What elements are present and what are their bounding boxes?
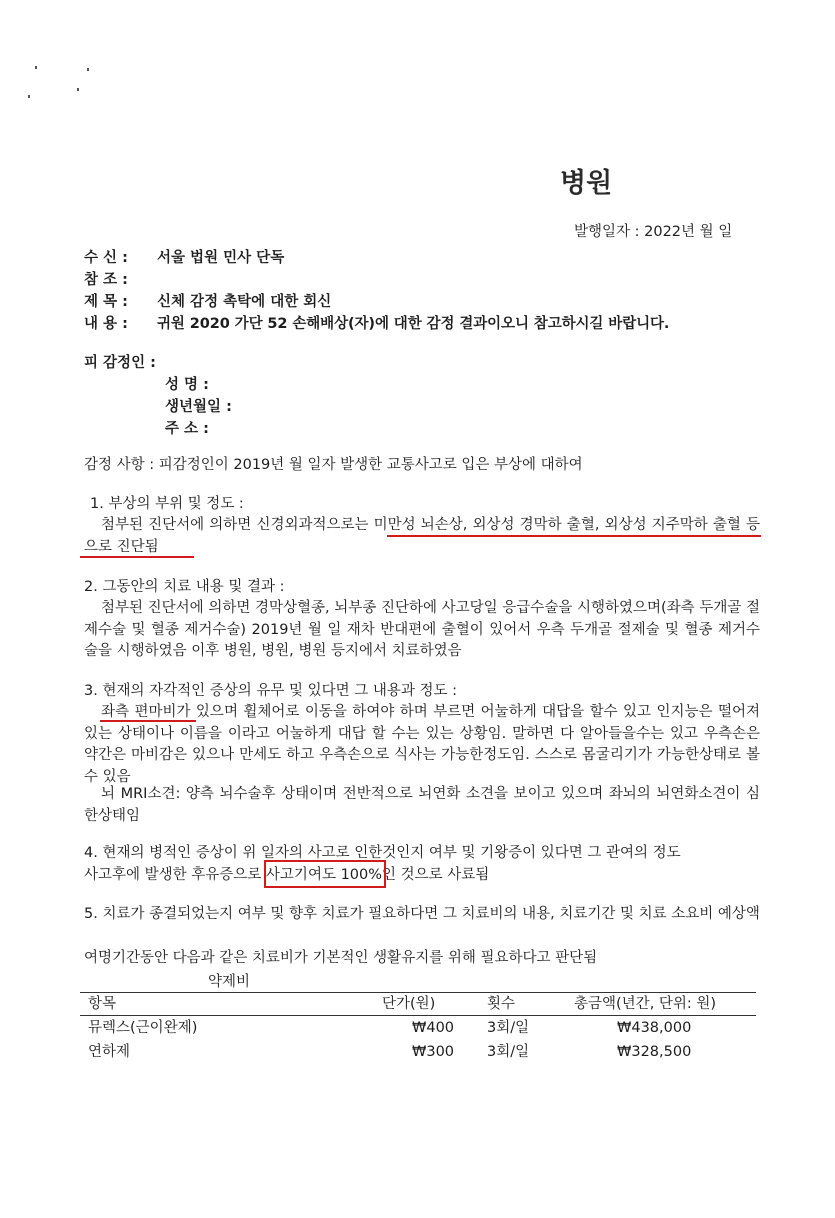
- contribution-highlight: 사고기여도 100%: [265, 867, 383, 883]
- table-cell-item: 연하제: [88, 1044, 131, 1060]
- section-5-body: 여명기간동안 다음과 같은 치료비가 기본적인 생활유지를 위해 필요하다고 판단됨: [84, 950, 598, 966]
- to-value: 서울 법원 민사 단독: [157, 250, 285, 266]
- assessment-line: 감정 사항 : 피감정인이 2019년 월 일자 발생한 교통사고로 입은 부상에 대하여: [84, 457, 583, 473]
- section-2-body: 첨부된 진단서에 의하면 경막상혈종, 뇌부종 진단하에 사고당일 응급수술을 시행하였으며(좌측 두개골 절제수술 및 혈종 제거수술) 2019년 월 일 재차 반대편에 출혈이 있어서 우측 두개골 절제술 및 혈종 제거수술을 시행하였음 이후 병원, 병원, 병원 등지에서 치료하였음: [84, 600, 760, 659]
- table-cell-total: ₩328,500: [617, 1044, 692, 1060]
- table-cell-count: 3회/일: [487, 1020, 530, 1036]
- scan-speck: [77, 88, 79, 91]
- section-4-body-text: 사고후에 발생한 후유증으로: [84, 867, 266, 883]
- section-4-title: 4. 현재의 병적인 증상이 위 일자의 사고로 인한것인지 여부 및 기왕증이 있다면 그 관여의 정도: [84, 845, 681, 861]
- ref-label: 참 조 :: [84, 272, 128, 288]
- examinee-heading: 피 감정인 :: [84, 355, 156, 371]
- content-label: 내 용 :: [84, 316, 128, 332]
- section-3-mri: 뇌 MRI소견: 양측 뇌수술후 상태이며 전반적으로 뇌연화 소견을 보이고 있으며 좌뇌의 뇌연화소견이 심한상태임: [84, 786, 760, 824]
- section-5-title: 5. 치료가 종결되었는지 여부 및 향후 치료가 필요하다면 그 치료비의 내용, 치료기간 및 치료 소요비 예상액: [84, 906, 760, 922]
- drug-cost-label: 약제비: [208, 974, 251, 990]
- examinee-birth-label: 생년월일 :: [165, 399, 232, 415]
- table-cell-total: ₩438,000: [617, 1020, 692, 1036]
- table-header-price: 단가(원): [382, 996, 436, 1012]
- scan-speck: [28, 95, 30, 98]
- table-header-count: 횟수: [487, 996, 516, 1012]
- issue-date: 발행일자 : 2022년 월 일: [574, 224, 733, 240]
- section-1-title: 1. 부상의 부위 및 정도 :: [90, 496, 244, 512]
- annotation-underline: [100, 720, 196, 722]
- table-header-rule: [80, 1015, 756, 1016]
- table-header-item: 항목: [88, 996, 117, 1012]
- section-3-title: 3. 현재의 자각적인 증상의 유무 및 있다면 그 내용과 정도 :: [84, 683, 457, 699]
- table-header-total: 총금액(년간, 단위: 원): [574, 996, 717, 1012]
- table-cell-count: 3회/일: [487, 1044, 530, 1060]
- section-3-body: [84, 702, 760, 788]
- table-cell-price: ₩300: [412, 1044, 455, 1060]
- subject-label: 제 목 :: [84, 294, 128, 310]
- hospital-title: 병원: [560, 168, 613, 199]
- diagnosis-highlight: 미만성 뇌손상, 외상성 경막하 출혈, 외상성 지주막하 출혈 등으로 진단됨: [84, 517, 760, 555]
- scan-speck: [35, 66, 37, 69]
- examinee-address-label: 주 소 :: [165, 421, 209, 437]
- section-2-title: 2. 그동안의 치료 내용 및 결과 :: [84, 579, 285, 595]
- annotation-underline: [80, 556, 194, 558]
- annotation-box: [264, 860, 386, 888]
- section-3-body-text: 가 있으며 휠체어로 이동을 하여야 하며 부르면 어눌하게 대답을 할수 있고 인지능은 떨어져 있는 상태이나 이름을 이라고 어눌하게 대답 할 수는 있는 상황임. 말하면 다 알아들을수는 있고 우측손은 약간은 마비감은 있으나 만세도 하고 우측손으로 식사는 가능한정도임. 스스로 몸굴리기가 가능한상태로 볼수 있음: [84, 704, 760, 785]
- annotation-underline: [387, 535, 761, 537]
- examinee-name-label: 성 명 :: [165, 377, 209, 393]
- section-1-body-text: 첨부된 진단서에 의하면 신경외과적으로는: [101, 517, 374, 533]
- subject-value: 신체 감정 촉탁에 대한 회신: [157, 294, 332, 310]
- to-label: 수 신 :: [84, 250, 128, 266]
- table-cell-item: 뮤렉스(근이완제): [88, 1020, 198, 1036]
- content-value: 귀원 2020 가단 52 손해배상(자)에 대한 감정 결과이오니 참고하시길 바랍니다.: [157, 316, 670, 332]
- table-top-rule: [80, 992, 756, 993]
- hemiplegia-highlight: 좌측 편마비: [101, 704, 177, 720]
- scan-speck: [87, 68, 89, 71]
- table-cell-price: ₩400: [412, 1020, 455, 1036]
- section-4-body-end: 인 것으로 사료됨: [382, 867, 490, 883]
